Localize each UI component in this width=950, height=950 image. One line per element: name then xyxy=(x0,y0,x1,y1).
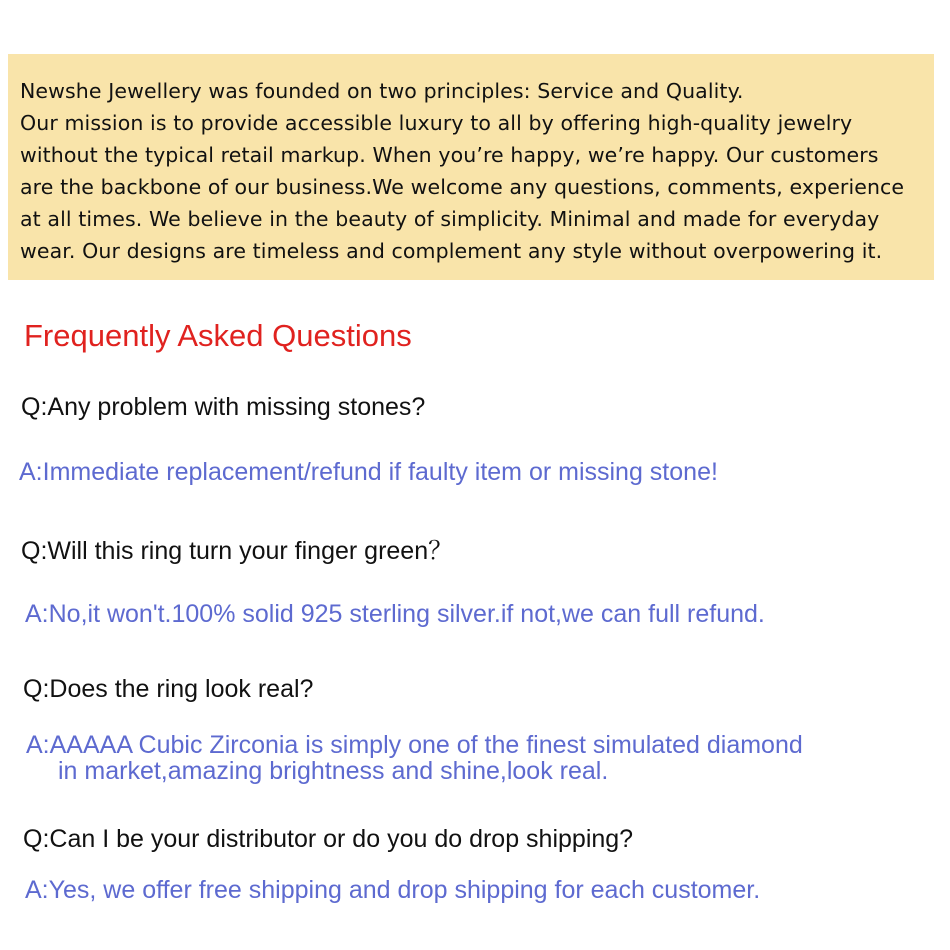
about-line: are the backbone of our business.We welcome any questions, comments, experience xyxy=(20,175,905,199)
faq-answer-2: A:No,it won't.100% solid 925 sterling silver.if not,we can full refund. xyxy=(25,600,765,628)
faq-answer-3-line-1: A:AAAAA Cubic Zirconia is simply one of the finest simulated diamond xyxy=(26,731,803,759)
about-panel xyxy=(8,54,934,280)
faq-question-1: Q:Any problem with missing stones? xyxy=(21,393,426,421)
faq-question-3: Q:Does the ring look real? xyxy=(23,675,314,703)
about-line: wear. Our designs are timeless and complement any style without overpowering it. xyxy=(20,239,883,263)
faq-answer-1: A:Immediate replacement/refund if faulty item or missing stone! xyxy=(19,458,718,486)
faq-title: Frequently Asked Questions xyxy=(24,318,412,353)
about-line: at all times. We believe in the beauty of simplicity. Minimal and made for everyday xyxy=(20,207,880,231)
faq-question-2: Q:Will this ring turn your finger green？ xyxy=(21,537,454,565)
faq-answer-3-line-2: in market,amazing brightness and shine,look real. xyxy=(58,757,609,785)
about-line: Newshe Jewellery was founded on two principles: Service and Quality. xyxy=(20,79,744,103)
faq-question-4: Q:Can I be your distributor or do you do drop shipping? xyxy=(23,825,634,853)
about-line: without the typical retail markup. When you’re happy, we’re happy. Our customers xyxy=(20,143,879,167)
faq-answer-4: A:Yes, we offer free shipping and drop shipping for each customer. xyxy=(25,876,761,904)
about-line: Our mission is to provide accessible luxury to all by offering high-quality jewelry xyxy=(20,111,853,135)
faq-answer-3 xyxy=(26,732,803,784)
